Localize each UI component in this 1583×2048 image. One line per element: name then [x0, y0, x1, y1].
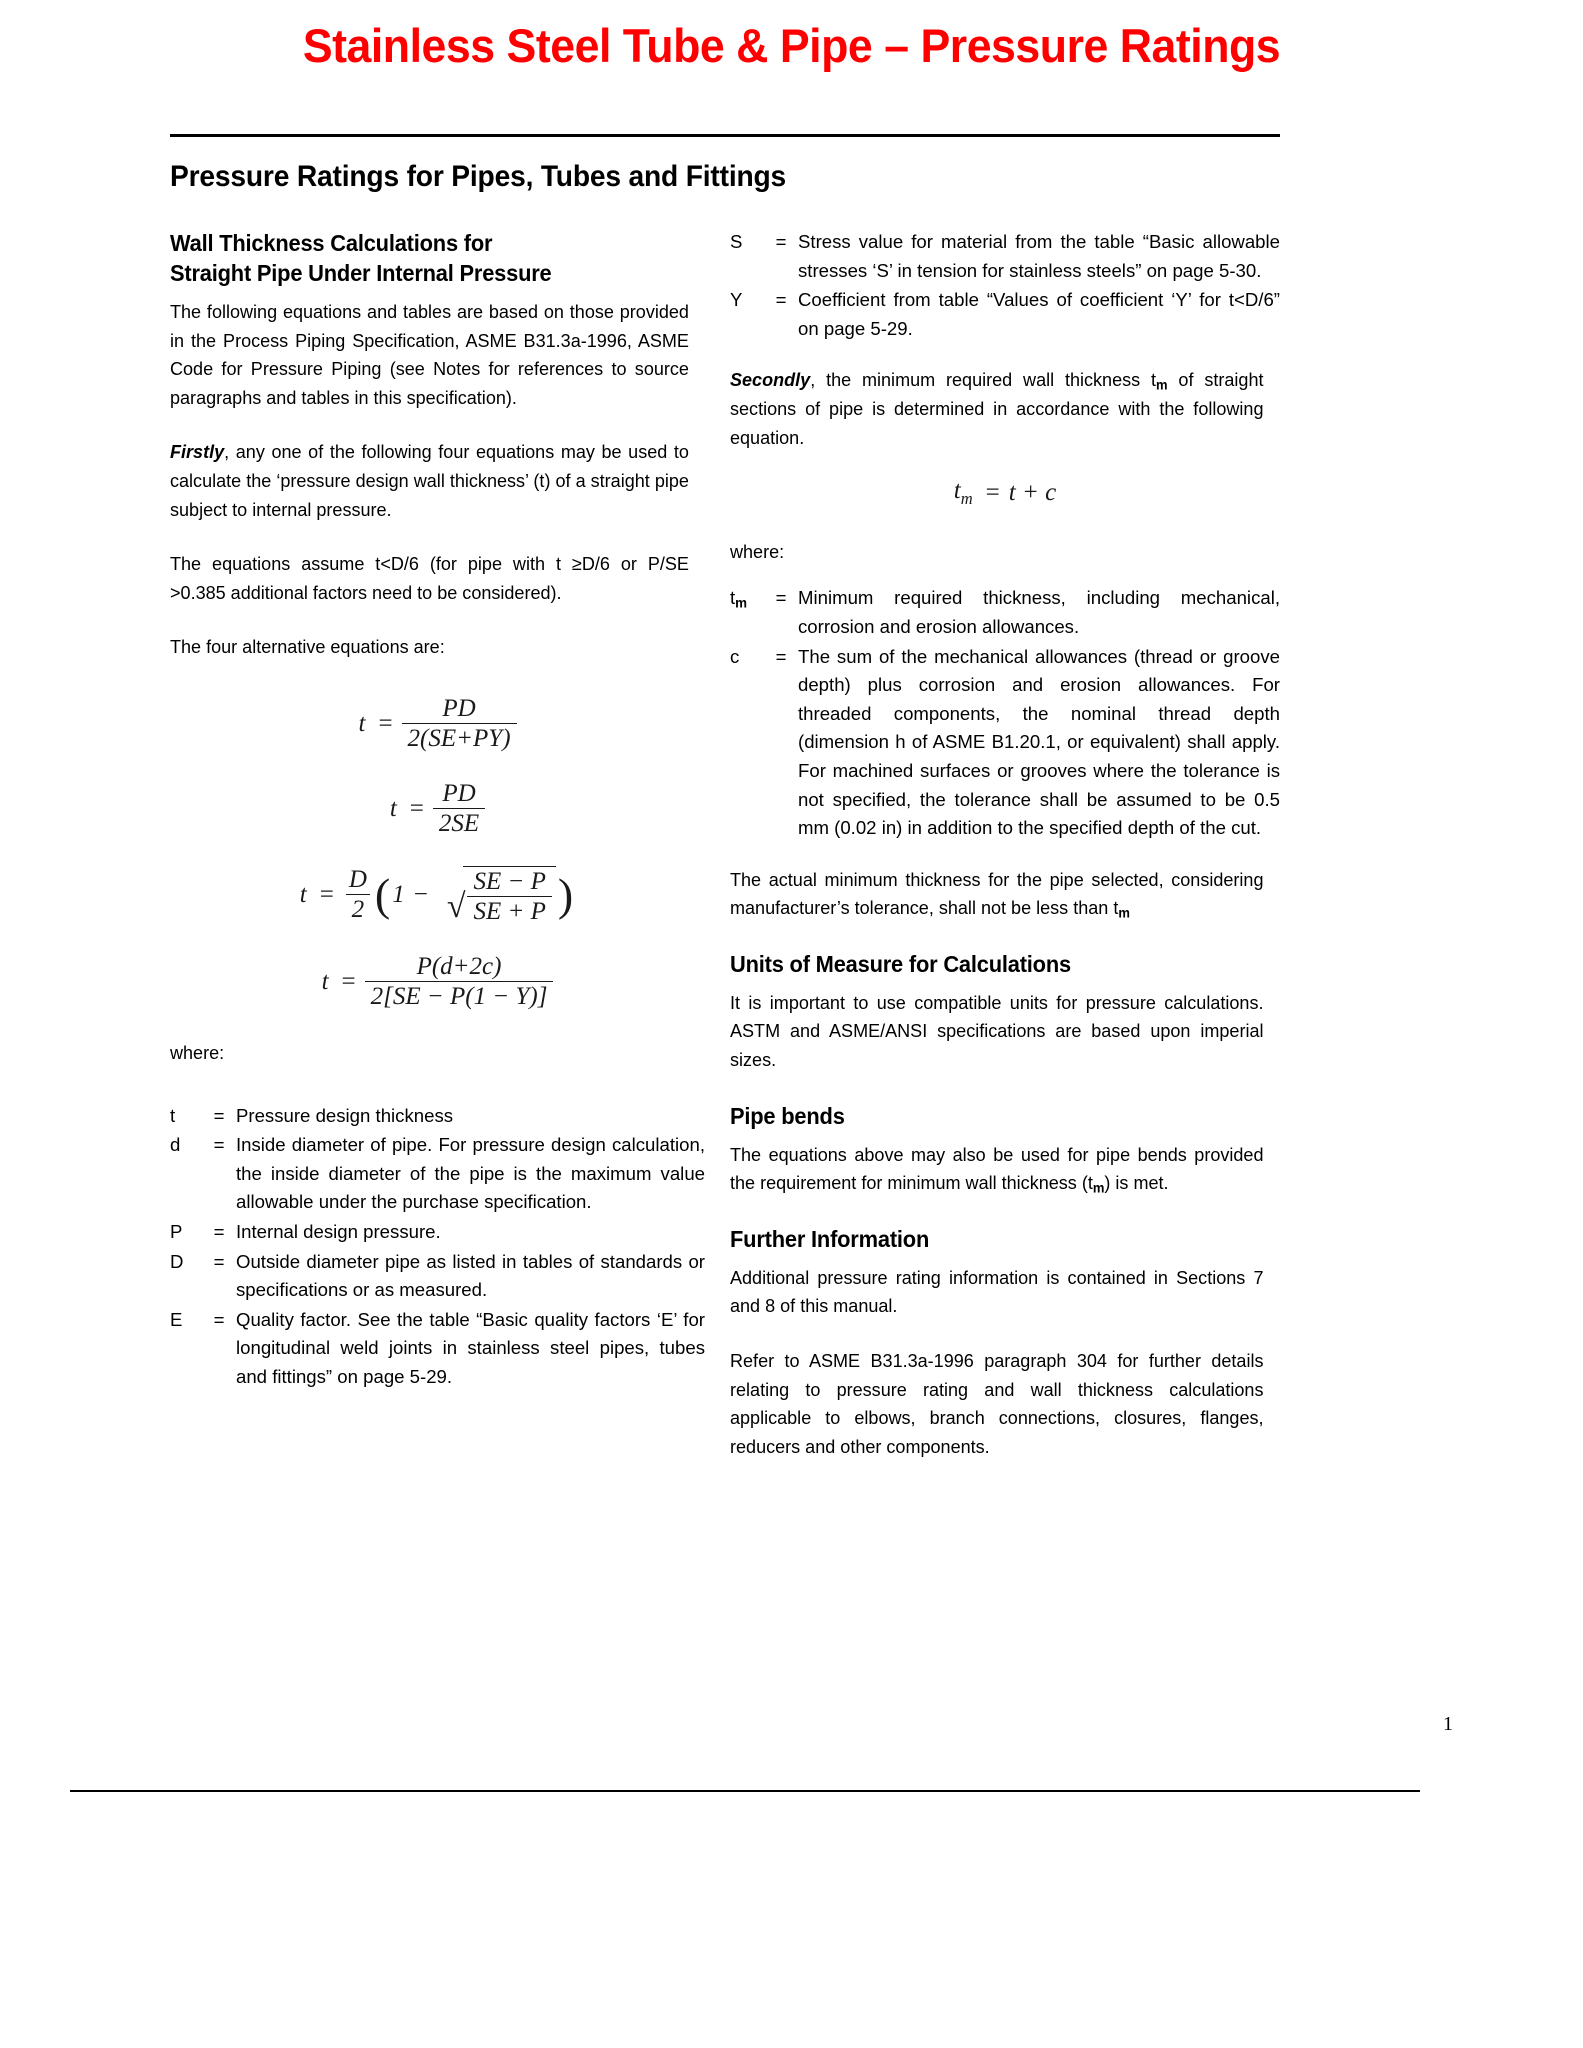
definition-description: The sum of the mechanical allowances (thread or groove depth) plus corrosion and erosion allowances. For threaded components, the nominal thread depth (dimension h of ASME B1.20.1, or equivalent) shall apply. For machined surfaces or grooves where the tolerance is not specified, the tolerance shall be assumed to be 0.5 mm (0.02 in) in addition to the specified depth of the cut.	[798, 645, 1280, 839]
definition-equals: =	[213, 1220, 225, 1242]
definition-equals: =	[775, 231, 787, 252]
definition-symbol: D	[170, 1250, 184, 1272]
definition-symbol: P	[170, 1220, 183, 1242]
secondly-lead: Secondly	[730, 369, 811, 391]
eq3-sqrt-den: SE + P	[467, 896, 551, 924]
heading-further-information: Further Information	[730, 1225, 930, 1252]
definition-symbol: t	[170, 1104, 176, 1126]
para-intro: The following equations and tables are based on those provided in the Process Piping Specification, ASME B31.3a-1996, ASME Code for Pressure Piping (see Notes for references to source paragraphs and tables in this specification).	[170, 301, 689, 408]
eq1-op: =	[378, 709, 393, 737]
secondly-rest-b: of straight sections of pipe is determined in accordance with the following equation.	[730, 369, 1264, 448]
definition-symbol-sub: m	[735, 595, 748, 611]
eq4-op: =	[341, 967, 356, 995]
definition-row	[170, 1218, 705, 1248]
definition-description: Coefficient from table “Values of coefficient ‘Y’ for t<D/6” on page 5-29.	[798, 289, 1280, 339]
equation-4	[170, 954, 705, 1009]
definition-row	[730, 228, 1280, 286]
heading-pipe-bends: Pipe bends	[730, 1102, 845, 1129]
definition-equals: =	[213, 1134, 225, 1156]
definition-description: Outside diameter pipe as listed in tables of standards or specifications or as measured.	[236, 1250, 705, 1301]
para-actual-minimum	[730, 866, 1264, 923]
definition-description: Stress value for material from the table “Basic allowable stresses ‘S’ in tension for stainless steels” on page 5-30.	[798, 231, 1280, 281]
definition-description: Pressure design thickness	[236, 1104, 454, 1126]
secondly-sub: m	[1156, 377, 1168, 393]
definition-equals: =	[775, 587, 787, 609]
eq3-lhs: t	[299, 881, 307, 909]
definition-symbol-base: t	[730, 587, 736, 609]
eq1-lhs: t	[358, 709, 366, 737]
definition-equals: =	[775, 289, 787, 311]
para-units-of-measure: It is important to use compatible units for pressure calculations. ASTM and ASME/ANSI specifications are based upon imperial sizes.	[730, 991, 1264, 1071]
footer-divider	[70, 1790, 1420, 1792]
actual-min-text: The actual minimum thickness for the pipe selected, considering manufacturer’s tolerance, shall not be less than t	[730, 868, 1264, 919]
pipe-bends-sub: m	[1092, 1180, 1105, 1196]
equation-3	[170, 866, 705, 924]
equation-2	[170, 781, 705, 836]
firstly-lead: Firstly	[170, 441, 225, 463]
eqtm-lhs-base: t	[953, 477, 961, 505]
para-further-1: Additional pressure rating information is contained in Sections 7 and 8 of this manual.	[730, 1266, 1264, 1317]
eq2-lhs: t	[389, 794, 397, 822]
eq1-numerator: PD	[442, 694, 476, 722]
left-column	[170, 228, 705, 1414]
para-assume: The equations assume t<D/6 (for pipe with t ≥D/6 or P/SE >0.385 additional factors need to be considered).	[170, 553, 689, 603]
right-column	[730, 228, 1280, 1487]
eq3-sqrt-num: SE − P	[473, 867, 546, 895]
definition-symbol: d	[170, 1134, 181, 1156]
header-divider	[170, 134, 1280, 137]
page-title: Stainless Steel Tube & Pipe – Pressure Ratings	[302, 19, 1281, 72]
definition-row	[170, 1306, 705, 1393]
eq4-numerator: P(d+2c)	[416, 952, 502, 980]
eq2-numerator: PD	[442, 779, 476, 807]
definition-row	[170, 1248, 705, 1306]
definition-list-right-top	[730, 228, 1280, 344]
where-label-right: where:	[730, 540, 785, 562]
para-pipe-bends	[730, 1141, 1264, 1198]
eq2-denominator: 2SE	[433, 808, 485, 836]
definition-description: Internal design pressure.	[236, 1220, 441, 1242]
eq4-lhs: t	[321, 967, 329, 995]
definition-symbol: S	[730, 231, 743, 252]
pipe-bends-text-b: ) is met.	[1104, 1172, 1169, 1194]
eqtm-lhs-sub: m	[960, 488, 973, 508]
eq3-op: =	[319, 881, 334, 909]
actual-min-sub: m	[1118, 905, 1130, 921]
eq3-close-paren: )	[557, 868, 574, 920]
eq3-frac-num: D	[348, 866, 367, 894]
definition-row	[170, 1131, 705, 1218]
eqtm-op: =	[985, 479, 1000, 507]
eq2-op: =	[409, 794, 424, 822]
page-number: 1	[1443, 1713, 1453, 1735]
eq1-denominator: 2(SE+PY)	[402, 723, 517, 751]
definition-symbol	[730, 584, 764, 642]
definition-symbol: E	[170, 1308, 183, 1330]
eq3-open-paren: (	[374, 868, 391, 920]
definition-equals: =	[213, 1104, 225, 1126]
definition-row	[730, 286, 1280, 344]
definition-row	[730, 584, 1280, 642]
heading-wall-thickness	[170, 228, 678, 288]
definition-equals: =	[213, 1250, 225, 1272]
para-secondly	[730, 366, 1264, 452]
para-four-alternatives: The four alternative equations are:	[170, 636, 445, 658]
eq4-denominator: 2[SE − P(1 − Y)]	[365, 981, 554, 1009]
eq3-radical-icon: √	[446, 887, 466, 925]
firstly-rest: , any one of the following four equations may be used to calculate the ‘pressure design wall thickness’ (t) of a straight pipe subject to internal pressure.	[170, 441, 689, 520]
eq3-frac-den: 2	[346, 894, 371, 922]
definition-description: Minimum required thickness, including mechanical, corrosion and erosion allowances.	[798, 587, 1280, 637]
definition-row	[170, 1102, 705, 1132]
definition-list-left	[170, 1102, 705, 1393]
secondly-rest-a: , the minimum required wall thickness t	[810, 369, 1157, 391]
definition-row	[730, 643, 1280, 844]
eqtm-lhs	[954, 478, 973, 507]
definition-description: Inside diameter of pipe. For pressure design calculation, the inside diameter of the pipe is the maximum value allowable under the purchase specification.	[236, 1134, 705, 1213]
heading-wall-thickness-line2: Straight Pipe Under Internal Pressure	[170, 260, 552, 286]
definition-description: Quality factor. See the table “Basic quality factors ‘E’ for longitudinal weld joints in stainless steel pipes, tubes and fittings” on page 5-29.	[236, 1308, 705, 1387]
definition-list-right-bottom	[730, 584, 1280, 843]
eq3-one: 1	[392, 881, 405, 909]
equation-1	[170, 696, 705, 751]
heading-wall-thickness-line1: Wall Thickness Calculations for	[170, 230, 493, 256]
definition-symbol: c	[730, 645, 740, 667]
where-label-left: where:	[170, 1041, 225, 1063]
eq3-minus: −	[413, 881, 428, 909]
section-heading: Pressure Ratings for Pipes, Tubes and Fittings	[170, 160, 787, 193]
heading-units-of-measure: Units of Measure for Calculations	[730, 950, 1071, 977]
para-firstly	[170, 438, 689, 524]
definition-equals: =	[775, 645, 787, 667]
pipe-bends-text-a: The equations above may also be used for pipe bends provided the requirement for minimum wall thickness (t	[730, 1143, 1264, 1194]
para-further-2: Refer to ASME B31.3a-1996 paragraph 304 for further details relating to pressure rating and wall thickness calculations applicable to elbows, branch connections, closures, flanges, reducers and other components.	[730, 1350, 1264, 1457]
equation-tm	[730, 478, 1280, 508]
definition-equals: =	[213, 1308, 225, 1330]
definition-symbol: Y	[730, 289, 743, 311]
eqtm-rhs: t + c	[1008, 479, 1057, 507]
